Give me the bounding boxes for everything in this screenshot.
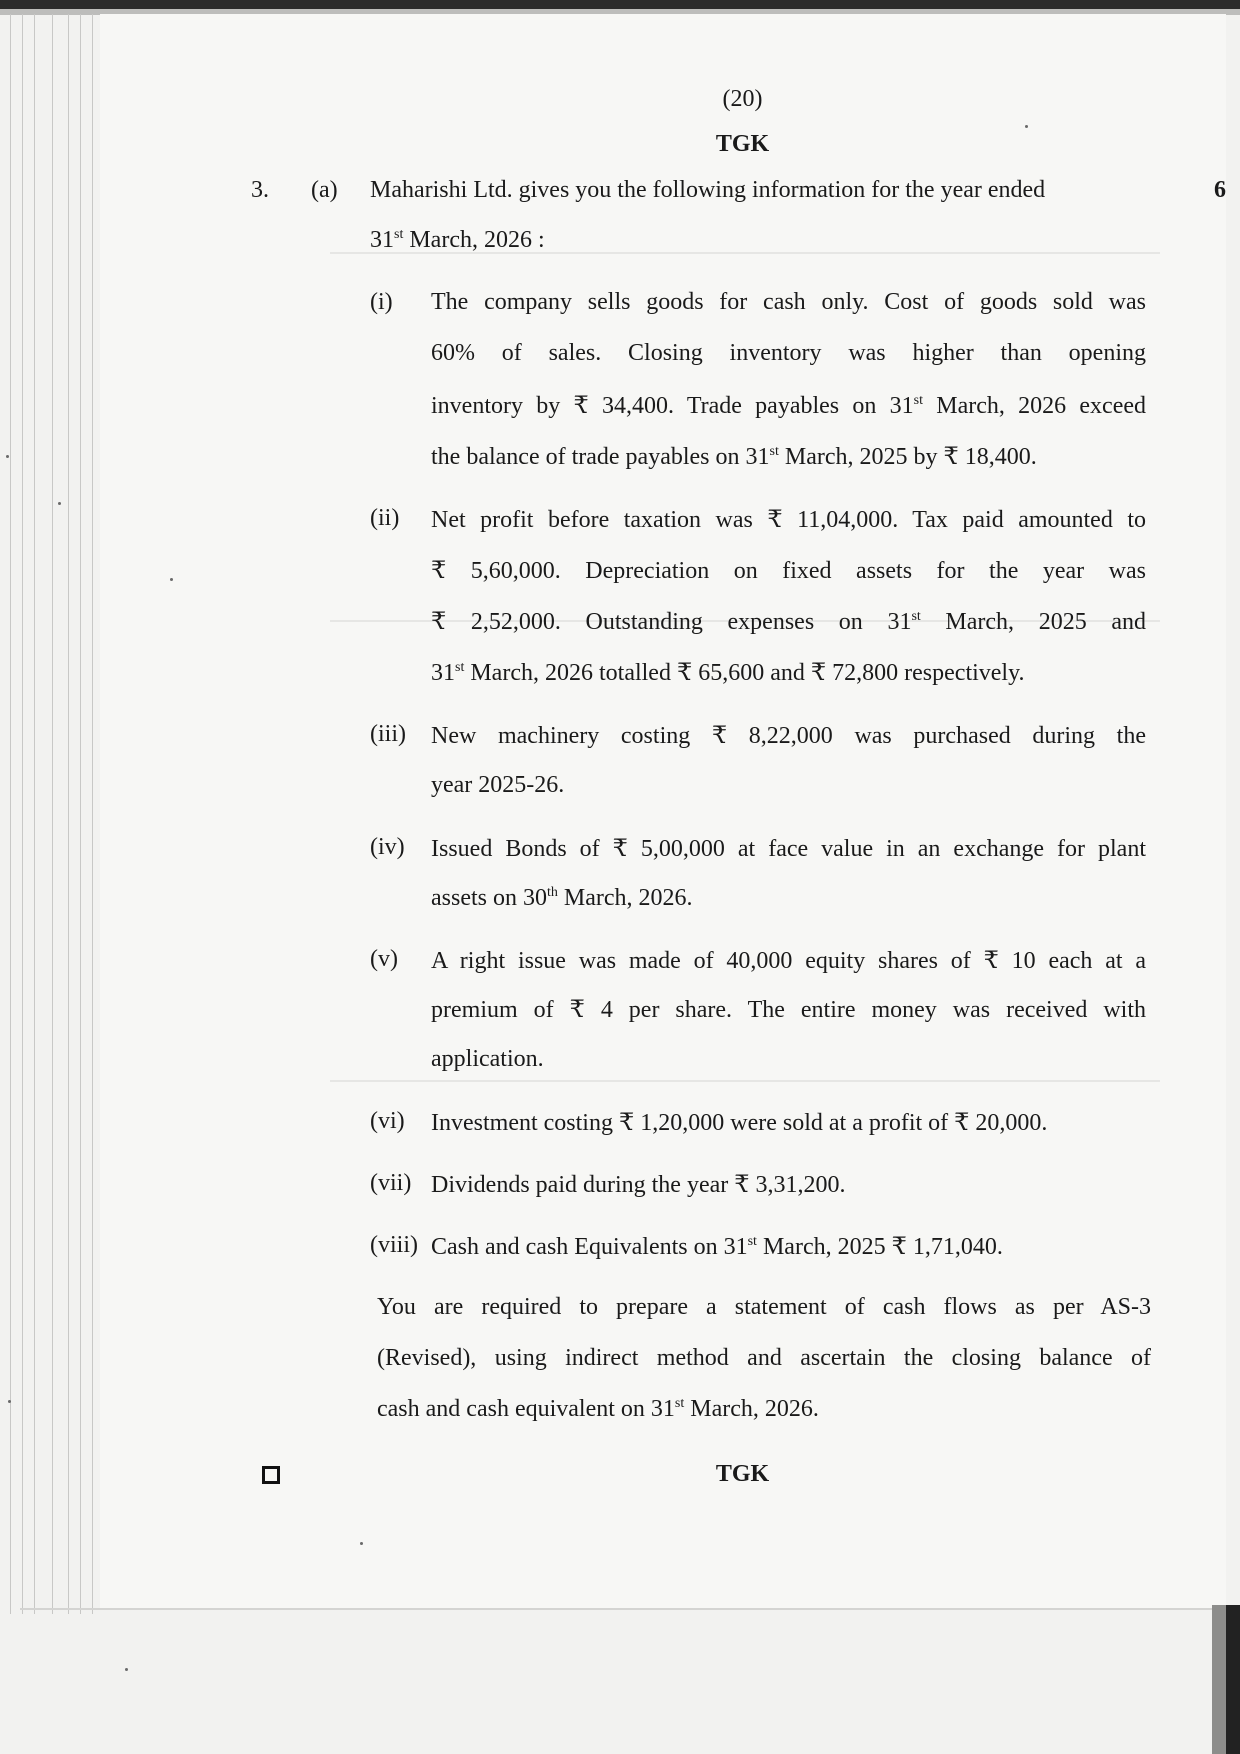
instruction-line: cash and cash equivalent on 31st March, 2026. bbox=[377, 1396, 819, 1422]
item-label: (i) bbox=[370, 289, 393, 315]
scan-speck bbox=[6, 455, 9, 458]
scan-speck bbox=[58, 502, 61, 505]
item-text-line: ₹ 2,52,000. Outstanding expenses on 31st March, 2025 and bbox=[431, 609, 1146, 635]
paper-code-header: TGK bbox=[715, 131, 770, 157]
item-text-line: 60% of sales. Closing inventory was higher than opening bbox=[431, 340, 1146, 366]
show-through-mark bbox=[330, 252, 1160, 284]
page-stack-edge bbox=[34, 14, 35, 1614]
square-box-icon bbox=[262, 1466, 280, 1484]
item-text-line: Dividends paid during the year ₹ 3,31,200. bbox=[431, 1172, 846, 1198]
item-label: (vii) bbox=[370, 1170, 412, 1196]
item-text-line: A right issue was made of 40,000 equity shares of ₹ 10 each at a bbox=[431, 948, 1146, 974]
question-part: (a) bbox=[311, 177, 338, 203]
scan-speck bbox=[125, 1668, 128, 1671]
paper-code-footer: TGK bbox=[715, 1461, 770, 1487]
item-label: (v) bbox=[370, 946, 398, 972]
scan-right-edge bbox=[1226, 1605, 1240, 1754]
page-stack-edge bbox=[22, 14, 23, 1614]
scan-right-shadow bbox=[1212, 1605, 1226, 1754]
item-label: (viii) bbox=[370, 1232, 418, 1258]
question-intro-line: Maharishi Ltd. gives you the following information for the year ended bbox=[370, 177, 1046, 203]
scan-speck bbox=[170, 578, 173, 581]
question-intro-line: 31st March, 2026 : bbox=[370, 227, 545, 253]
item-text-line: Issued Bonds of ₹ 5,00,000 at face value in an exchange for plant bbox=[431, 836, 1146, 862]
item-text-line: ₹ 5,60,000. Depreciation on fixed assets for the year was bbox=[431, 558, 1146, 584]
item-text-line: assets on 30th March, 2026. bbox=[431, 885, 693, 911]
page-stack-edge bbox=[10, 14, 11, 1614]
item-label: (ii) bbox=[370, 505, 400, 531]
instruction-line: (Revised), using indirect method and ascertain the closing balance of bbox=[377, 1345, 1151, 1371]
page-stack-edge bbox=[68, 14, 69, 1614]
question-number: 3. bbox=[251, 177, 269, 203]
item-text-line: The company sells goods for cash only. Cost of goods sold was bbox=[431, 289, 1146, 315]
item-text-line: New machinery costing ₹ 8,22,000 was purchased during the bbox=[431, 723, 1146, 749]
page-stack-edge bbox=[52, 14, 53, 1614]
scan-bottom-edge bbox=[20, 1608, 1212, 1610]
item-text-line: application. bbox=[431, 1046, 544, 1072]
item-text-line: Cash and cash Equivalents on 31st March, 2025 ₹ 1,71,040. bbox=[431, 1234, 1003, 1260]
item-text-line: premium of ₹ 4 per share. The entire money was received with bbox=[431, 997, 1146, 1023]
marks-indicator: 6 bbox=[1214, 177, 1226, 203]
instruction-line: You are required to prepare a statement of cash flows as per AS-3 bbox=[377, 1294, 1151, 1320]
page-number: (20) bbox=[722, 86, 763, 112]
page-stack-edge bbox=[92, 14, 93, 1614]
item-label: (vi) bbox=[370, 1108, 405, 1134]
item-text-line: Investment costing ₹ 1,20,000 were sold at a profit of ₹ 20,000. bbox=[431, 1110, 1048, 1136]
item-label: (iv) bbox=[370, 834, 405, 860]
item-label: (iii) bbox=[370, 721, 406, 747]
scan-speck bbox=[360, 1542, 363, 1545]
scan-top-edge bbox=[0, 0, 1240, 9]
item-text-line: Net profit before taxation was ₹ 11,04,000. Tax paid amounted to bbox=[431, 507, 1146, 533]
item-text-line: year 2025-26. bbox=[431, 772, 565, 798]
page-stack-edge bbox=[80, 14, 81, 1614]
item-text-line: inventory by ₹ 34,400. Trade payables on 31st March, 2026 exceed bbox=[431, 393, 1146, 419]
item-text-line: 31st March, 2026 totalled ₹ 65,600 and ₹ 72,800 respectively. bbox=[431, 660, 1025, 686]
scan-speck bbox=[1025, 125, 1028, 128]
item-text-line: the balance of trade payables on 31st March, 2025 by ₹ 18,400. bbox=[431, 444, 1037, 470]
scan-speck bbox=[8, 1400, 11, 1403]
